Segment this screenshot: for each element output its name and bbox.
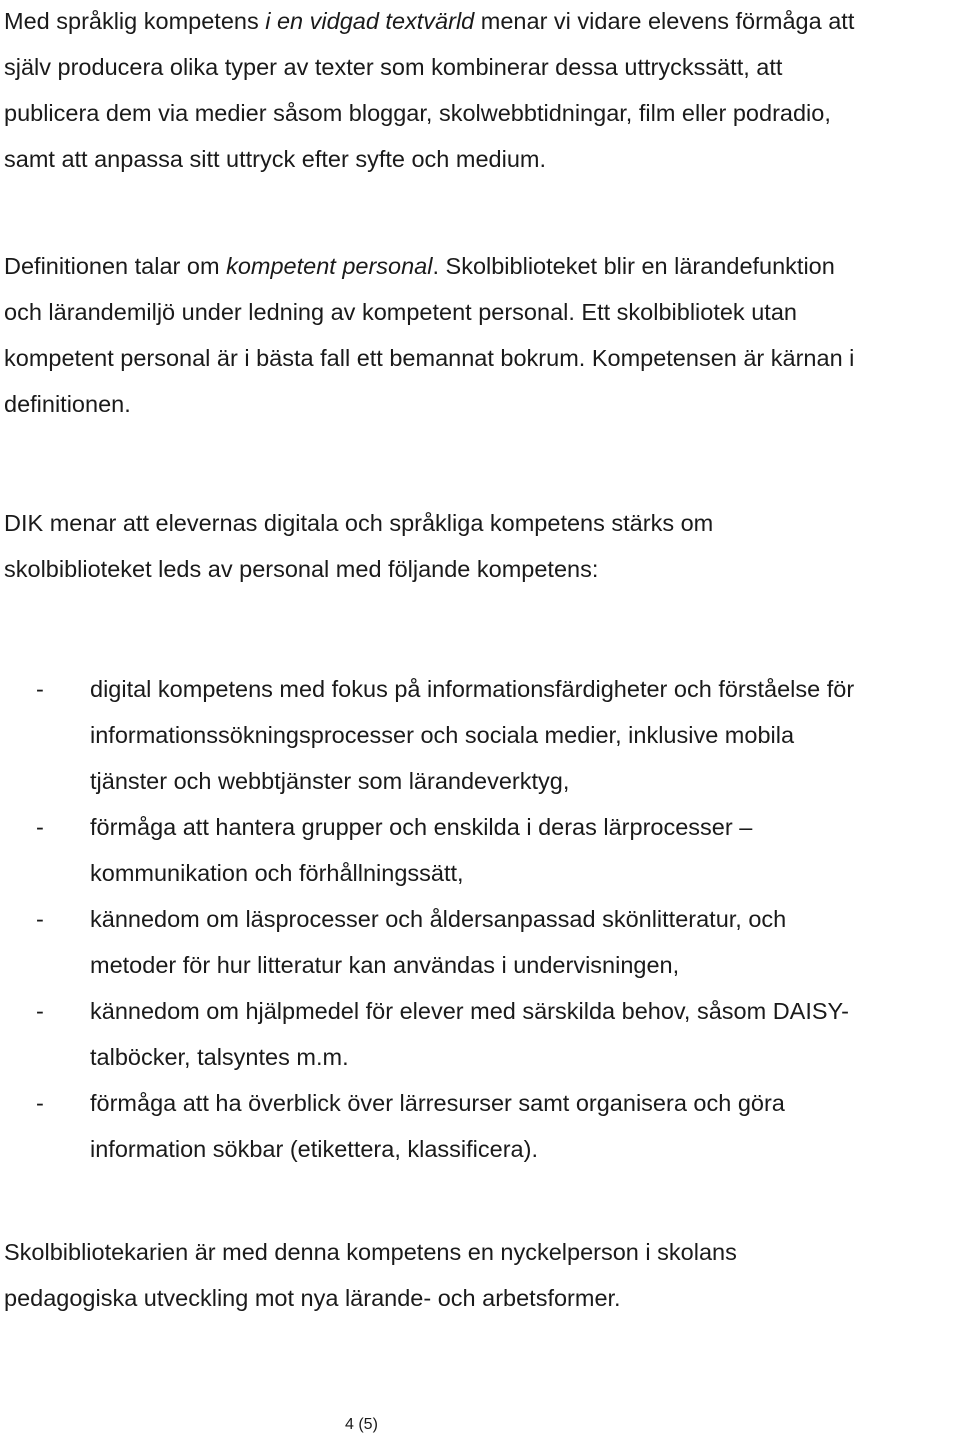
text-line: DIK menar att elevernas digitala och språkliga kompetens stärks om — [4, 510, 714, 536]
list-dash: - — [36, 998, 44, 1024]
paragraph-competent-staff — [4, 243, 854, 427]
list-item — [4, 1080, 956, 1172]
list-dash: - — [36, 814, 44, 840]
text-line: tjänster och webbtjänster som lärandeverktyg, — [90, 768, 570, 794]
page-number: 4 (5) — [345, 1416, 378, 1433]
text-line: samt att anpassa sitt uttryck efter syfte och medium. — [4, 146, 547, 172]
text-line: och lärandemiljö under ledning av kompetent personal. Ett skolbibliotek utan — [4, 299, 797, 325]
text-line: själv producera olika typer av texter som kombinerar dessa uttryckssätt, att — [4, 54, 783, 80]
competence-list — [4, 666, 956, 1172]
text-line: förmåga att hantera grupper och enskilda i deras lärprocesser – — [90, 814, 753, 840]
text-line: digital kompetens med fokus på informationsfärdigheter och förståelse för — [90, 676, 855, 702]
text-line: information sökbar (etikettera, klassificera). — [90, 1136, 538, 1162]
paragraph-school-librarian — [4, 1229, 737, 1321]
italic-phrase: kompetent personal — [226, 253, 433, 279]
text-line: publicera dem via medier såsom bloggar, skolwebbtidningar, film eller podradio, — [4, 100, 831, 126]
text-line: Med språklig kompetens i en vidgad textvärld menar vi vidare elevens förmåga att — [4, 8, 855, 34]
text-line: kännedom om hjälpmedel för elever med särskilda behov, såsom DAISY- — [90, 998, 849, 1024]
list-dash: - — [36, 906, 44, 932]
text-line: förmåga att ha överblick över lärresurser samt organisera och göra — [90, 1090, 785, 1116]
text-line: kommunikation och förhållningssätt, — [90, 860, 464, 886]
text-line: talböcker, talsyntes m.m. — [90, 1044, 349, 1070]
paragraph-language-competence — [4, 0, 854, 182]
text-line: kompetent personal är i bästa fall ett bemannat bokrum. Kompetensen är kärnan i — [4, 345, 855, 371]
text-line: metoder för hur litteratur kan användas i undervisningen, — [90, 952, 680, 978]
text-line: Skolbibliotekarien är med denna kompetens en nyckelperson i skolans — [4, 1239, 737, 1265]
text-line: kännedom om läsprocesser och åldersanpassad skönlitteratur, och — [90, 906, 787, 932]
list-item — [4, 804, 956, 896]
italic-phrase: i en vidgad textvärld — [265, 8, 475, 34]
list-item — [4, 896, 956, 988]
text-line: informationssökningsprocesser och sociala medier, inklusive mobila — [90, 722, 795, 748]
text-line: Definitionen talar om kompetent personal. Skolbiblioteket blir en lärandefunktion — [4, 253, 835, 279]
list-dash: - — [36, 1090, 44, 1116]
text-line: skolbiblioteket leds av personal med följande kompetens: — [4, 556, 599, 582]
list-item — [4, 666, 956, 804]
list-dash: - — [36, 676, 44, 702]
text-line: definitionen. — [4, 391, 131, 417]
text-line: pedagogiska utveckling mot nya lärande- och arbetsformer. — [4, 1285, 621, 1311]
list-item — [4, 988, 956, 1080]
paragraph-dik-intro — [4, 500, 713, 592]
